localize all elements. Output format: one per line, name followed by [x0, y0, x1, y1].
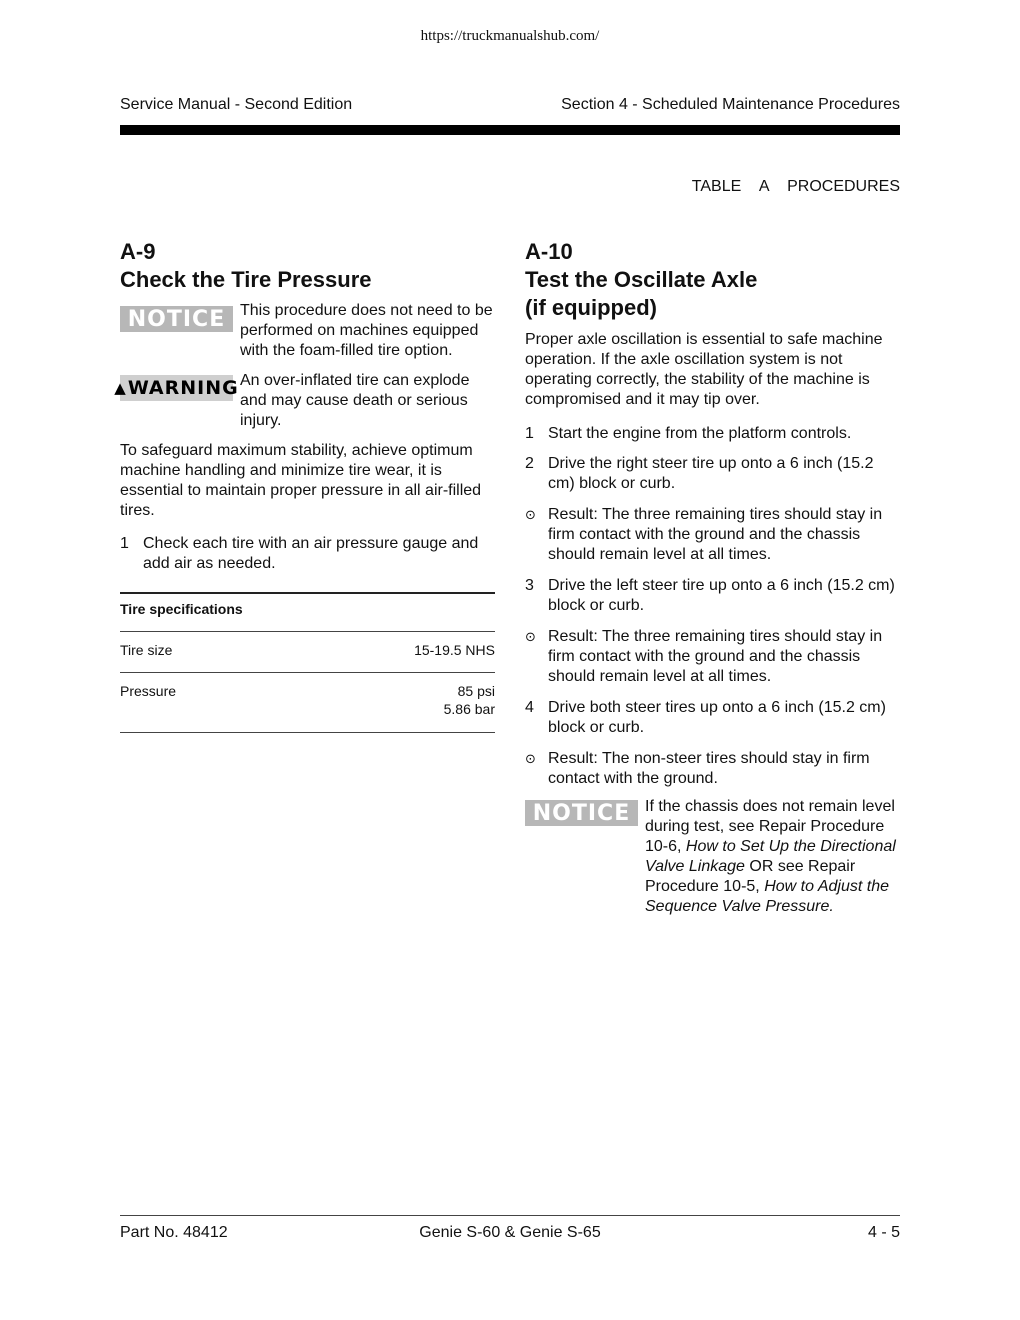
- result-text: Result: The non-steer tires should stay in firm contact with the ground.: [548, 750, 870, 787]
- footer-part-number: Part No. 48412: [120, 1224, 228, 1241]
- notice-text: [638, 797, 900, 917]
- header-manual-title: Service Manual - Second Edition: [120, 96, 353, 113]
- table-label: TABLE A PROCEDURES: [691, 178, 900, 195]
- step-number: 1: [525, 425, 534, 442]
- result-text: Result: The three remaining tires should stay in firm contact with the ground and the chassis should remain level at all times.: [548, 506, 883, 563]
- procedure-title: Check the Tire Pressure: [120, 267, 372, 292]
- spec-value-psi: 85 psi: [457, 683, 495, 699]
- spec-row-pressure: [120, 673, 495, 733]
- warning-label: WARNING: [127, 377, 239, 399]
- spec-label: Pressure: [120, 683, 177, 699]
- spec-value: 15-19.5 NHS: [414, 642, 495, 658]
- footer-model: Genie S-60 & Genie S-65: [419, 1224, 601, 1241]
- step-number: 1: [120, 535, 129, 552]
- intro-paragraph: To safeguard maximum stability, achieve optimum machine handling and minimize tire wear, it is essential to maintain proper pressure in all air-filled tires.: [120, 442, 482, 519]
- warning-text: An over-inflated tire can explode and may cause death or serious injury.: [240, 372, 470, 429]
- result-item: [525, 749, 900, 789]
- warning-triangle-icon: ▲: [114, 379, 127, 397]
- procedure-title: Test the Oscillate Axle: [525, 267, 758, 292]
- step-number: 3: [525, 577, 534, 594]
- step-text: Start the engine from the platform controls.: [548, 425, 852, 442]
- header-section-title: Section 4 - Scheduled Maintenance Procedures: [561, 96, 900, 113]
- result-text: Result: The three remaining tires should stay in firm contact with the ground and the chassis should remain level at all times.: [548, 628, 883, 685]
- step-item: [525, 698, 900, 738]
- step-number: 2: [525, 455, 534, 472]
- notice-badge: NOTICE: [120, 306, 233, 332]
- step-item: [525, 454, 900, 494]
- notice-reference-2: How to Adjust the Sequence Valve Pressure.: [645, 878, 889, 915]
- notice-badge: NOTICE: [525, 800, 638, 826]
- footer-rule: [120, 1215, 900, 1216]
- result-item: [525, 627, 900, 687]
- notice-callout: [525, 800, 900, 917]
- tire-spec-table: [120, 592, 495, 733]
- warning-callout: [114, 371, 495, 431]
- header-rule: [120, 125, 900, 135]
- step-number: 4: [525, 699, 534, 716]
- step-text: Drive the left steer tire up onto a 6 inch (15.2 cm) block or curb.: [548, 577, 895, 614]
- result-item: [525, 505, 900, 565]
- procedure-number: A-10: [525, 239, 573, 264]
- notice-text-part2: OR see Repair Procedure 10-5,: [645, 858, 856, 895]
- notice-text: This procedure does not need to be performed on machines equipped with the foam-filled tire option.: [240, 302, 493, 359]
- step-text: Drive both steer tires up onto a 6 inch (15.2 cm) block or curb.: [548, 699, 886, 736]
- result-bullet-icon: ⊙: [525, 751, 536, 766]
- source-url[interactable]: https://truckmanualshub.com/: [420, 28, 600, 44]
- footer-page-number: 4 - 5: [867, 1224, 900, 1241]
- intro-paragraph: Proper axle oscillation is essential to safe machine operation. If the axle oscillation system is not operating correctly, the stability of the machine is compromised and it may tip over.: [525, 331, 883, 408]
- step-item: [525, 576, 900, 616]
- spec-label: Tire size: [120, 642, 173, 658]
- procedure-a9: [114, 238, 495, 733]
- spec-value-bar: 5.86 bar: [443, 701, 495, 717]
- spec-value: [444, 682, 495, 718]
- step-text: Drive the right steer tire up onto a 6 inch (15.2 cm) block or curb.: [548, 455, 874, 492]
- procedure-a10: [525, 238, 900, 917]
- procedure-number: A-9: [120, 239, 156, 264]
- result-bullet-icon: ⊙: [525, 629, 536, 644]
- step-item: [120, 534, 495, 574]
- notice-text-part1: If the chassis does not remain level during test, see Repair Procedure 10-6,: [645, 798, 895, 855]
- notice-callout: [120, 302, 495, 361]
- notice-reference-1: How to Set Up the Directional Valve Linkage: [645, 838, 896, 875]
- spec-table-heading: Tire specifications: [120, 594, 495, 632]
- step-text: Check each tire with an air pressure gauge and add air as needed.: [143, 535, 479, 572]
- step-item: [525, 424, 900, 444]
- warning-badge: [114, 375, 239, 401]
- procedure-subtitle: (if equipped): [525, 295, 657, 320]
- result-bullet-icon: ⊙: [525, 507, 536, 522]
- spec-row-tire-size: [120, 632, 495, 673]
